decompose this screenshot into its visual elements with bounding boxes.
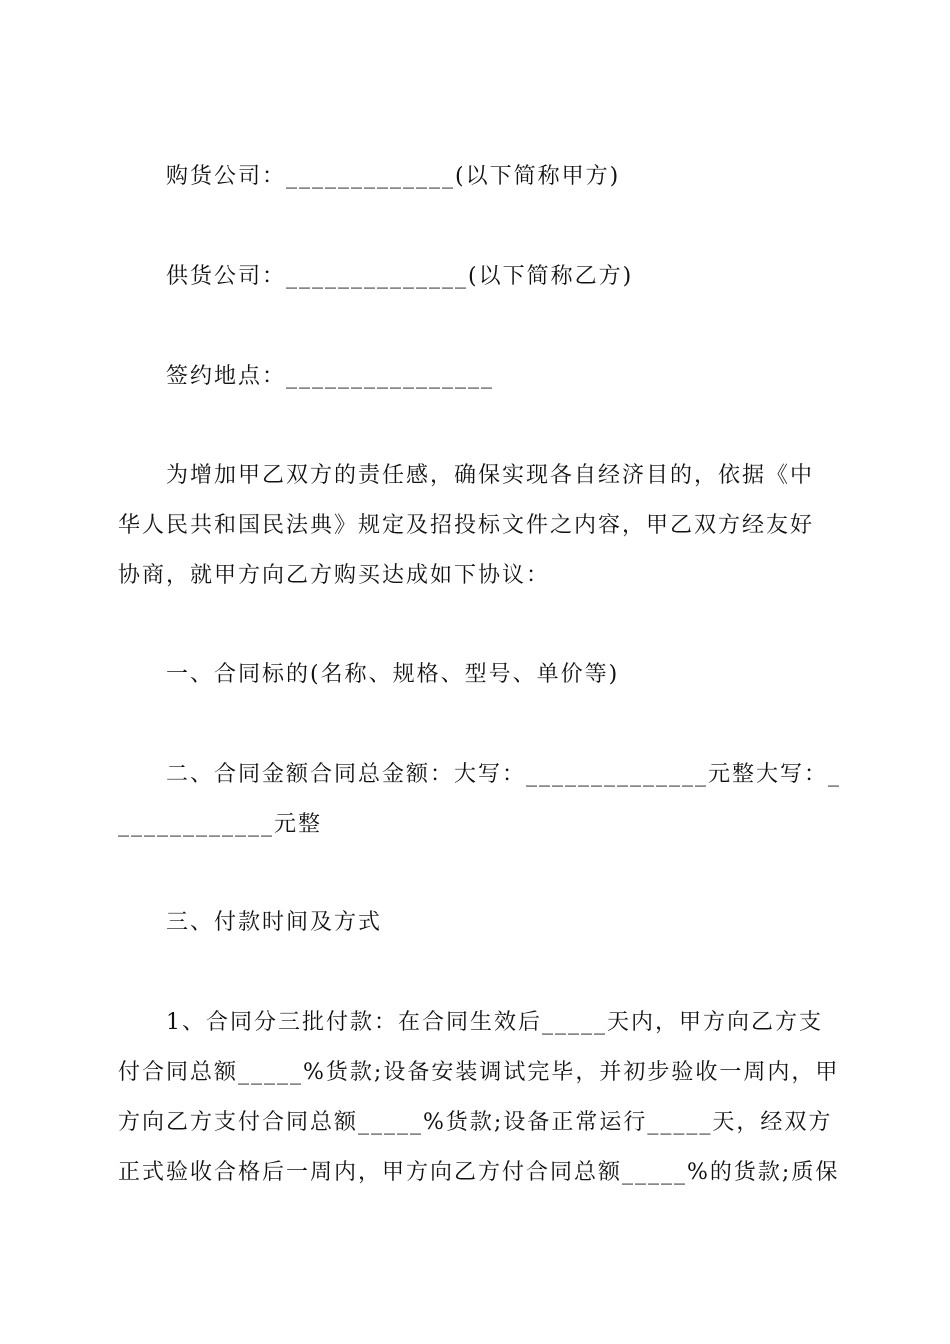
payment-paragraph-line-3: 方向乙方支付合同总额_____%货款;设备正常运行_____天，经双方 — [118, 1110, 833, 1135]
intro-paragraph-line-2: 华人民共和国民法典》规定及招投标文件之内容，甲乙双方经友好 — [118, 513, 815, 538]
intro-paragraph-line-3: 协商，就甲方向乙方购买达成如下协议： — [118, 563, 551, 588]
buyer-company-line: 购货公司：_____________(以下简称甲方) — [166, 164, 621, 189]
payment-paragraph-line-2: 付合同总额_____%货款;设备安装调试完毕，并初步验收一周内，甲 — [118, 1060, 840, 1085]
section-heading-contract-subject: 一、合同标的(名称、规格、型号、单价等) — [166, 662, 620, 687]
supplier-company-line: 供货公司：______________(以下简称乙方) — [166, 264, 634, 289]
payment-paragraph-line-4: 正式验收合格后一周内，甲方向乙方付合同总额_____%的货款;质保 — [118, 1160, 840, 1185]
section-heading-payment: 三、付款时间及方式 — [166, 910, 383, 935]
payment-paragraph-line-1: 1、合同分三批付款：在合同生效后_____天内，甲方向乙方支 — [166, 1010, 823, 1035]
contract-amount-line-1: 二、合同金额合同总金额：大写：______________元整大写：_ — [166, 762, 842, 787]
signing-place-line: 签约地点：________________ — [166, 364, 495, 389]
intro-paragraph-line-1: 为增加甲乙双方的责任感，确保实现各自经济目的，依据《中 — [166, 463, 815, 488]
contract-amount-line-2: ____________元整 — [118, 812, 323, 837]
